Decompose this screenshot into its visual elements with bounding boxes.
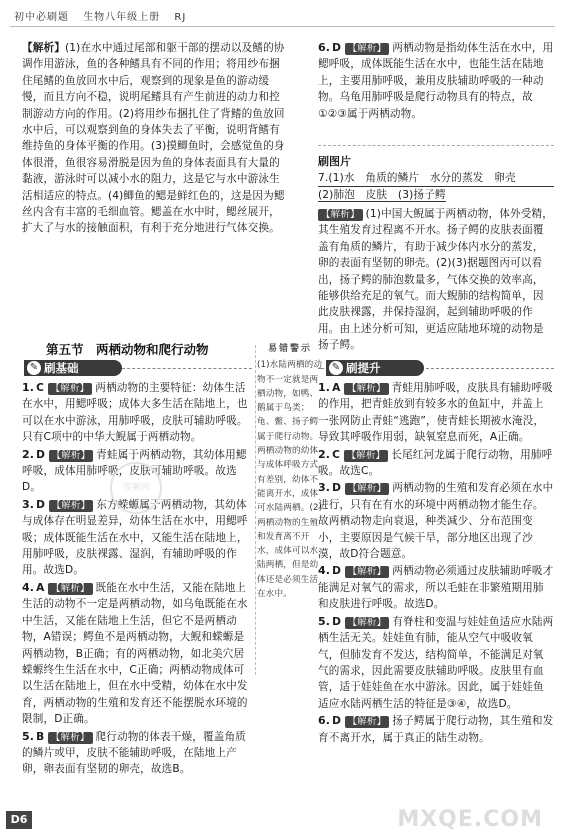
header-rule bbox=[10, 26, 555, 27]
question-item: 5. D 【解析】 有脊柱和变温与娃娃鱼适应水陆两栖生活无关。娃娃鱼有肺，能从空气中吸收氧气，但肺发育不发达，结构简单，不能满足对氧气的需求，因此需要皮肤辅助呼吸。皮肤里有血管，适于娃娃鱼在水中游泳。因此，属于娃娃鱼适应水陆两栖生活的特征是③④，故选D。 bbox=[318, 614, 554, 710]
analysis-tag: 【解析】 bbox=[48, 732, 93, 744]
analysis-tag: 【解析】 bbox=[345, 566, 390, 578]
band-basic bbox=[24, 360, 122, 376]
analysis-tag: 【解析】 bbox=[48, 583, 93, 595]
analysis-tag: 【解析】 bbox=[345, 617, 390, 629]
page-header bbox=[14, 8, 196, 23]
question-item: 3. D 【解析】 两栖动物的生殖和发育必须在水中进行，只有在有水的环境中两栖动物才能生存。故两栖动物走向衰退，种类减少、分布范围变小，主要原因是气候干旱，部分地区出现了沙漠，故D符合题意。 bbox=[318, 481, 554, 561]
margin-note-title: 易错警示 bbox=[267, 344, 312, 354]
analysis-tag: 【解析】 bbox=[345, 43, 390, 55]
question-item: 2. C 【解析】 长尾红河龙属于爬行动物，用肺呼吸。故选C。 bbox=[318, 447, 553, 478]
analysis-tag: 【解析】 bbox=[49, 500, 94, 512]
question-item: 4. D 【解析】 两栖动物必须通过皮肤辅助呼吸才能满足对氧气的需求，所以毛蛙在非繁殖期用肺和皮肤进行呼吸。故选D。 bbox=[318, 564, 554, 611]
analysis-paragraph bbox=[22, 40, 287, 237]
q7-line-1: 7.(1)水 角质的鳞片 水分的蒸发 卵壳 bbox=[318, 170, 554, 187]
margin-divider bbox=[255, 345, 256, 675]
analysis-tag: 【解析】 bbox=[49, 450, 94, 462]
analysis-tag: 【解析】 bbox=[318, 209, 363, 221]
band-advanced-rule-left bbox=[318, 368, 324, 370]
left-column-top bbox=[22, 40, 287, 335]
question-item: 5. B 【解析】 爬行动物的体表干燥，覆盖角质的鳞片或甲，皮肤不能辅助呼吸，在陆地上产卵，卵表面有坚韧的卵壳，故选B。 bbox=[22, 729, 246, 776]
analysis-label: 【解析】 bbox=[22, 42, 65, 54]
analysis-tag: 【解析】 bbox=[344, 450, 389, 462]
analysis-tag: 【解析】 bbox=[344, 383, 389, 395]
band-advanced-rule bbox=[426, 368, 554, 370]
section-title: 第五节 两栖动物和爬行动物 bbox=[46, 342, 209, 357]
q7-answers bbox=[318, 170, 554, 204]
watermark: MXQE.COM bbox=[397, 807, 543, 832]
analysis-tag: 【解析】 bbox=[345, 483, 390, 495]
subject-title: 生物八年级上册 bbox=[83, 12, 161, 23]
q7-line-2: (2)肺泡 皮肤 (3)扬子鳄 bbox=[318, 189, 446, 202]
pen-icon: ✎ bbox=[329, 361, 343, 375]
q7-analysis: 【解析】 (1)中国大鲵属于两栖动物，体外受精，其生殖发育过程离不开水。扬子鳄的皮肤表面覆盖有角质的鳞片，有助于减少体内水分的蒸发，卵的表面有坚韧的卵壳。(2)(3)据题图丙可以看出，扬子鳄的肺泡数量多，气体交换的效率高，能够供给充足的氧气。而大鲵肺的结构简单，因此皮肤裸露，并保持湿润，起到辅助呼吸的作用。由上述分析可知，更适应陆地环境的动物是扬子鳄。 bbox=[318, 208, 553, 352]
margin-note-text: (1)水陆两栖的动物不一定就是两栖动物，如鸭、鹅属于鸟类；龟、鳖、扬子鳄属于爬行动物。两栖动物的幼体与成体呼吸方式有差别，幼体不能离开水，成体可水陆两栖。(2)两栖动物的生殖和发育离不开水，成体可以水陆两栖，但是幼体还是必须生活在水中。 bbox=[257, 360, 323, 600]
analysis-tag: 【解析】 bbox=[48, 383, 93, 395]
question-item: 6. D 【解析】 两栖动物是指幼体生活在水中，用鳃呼吸，成体既能生活在水中，也能生活在陆地上，主要用肺呼吸，兼用皮肤辅助呼吸的一种动物。乌龟用肺呼吸是爬行动物具有的特点，故①②③属于两栖动物。 bbox=[318, 41, 554, 120]
question-item: 4. A 【解析】 既能在水中生活，又能在陆地上生活的动物不一定是两栖动物，如乌龟既能在水中生活，又能在陆地上生活，但它不是两栖动物，A错误；鳄鱼不是两栖动物，大鲵和蝾螈是两栖动物，B正确；有的两栖动物，如北美穴居蝾螈终生生活在水中，C正确；两栖动物成体可以生活在陆地上，但在水中受精，幼体在水中发育，两栖动物的生殖和发育还不能摆脱水环境的限制，D正确。 bbox=[22, 580, 248, 726]
edition: RJ bbox=[174, 12, 187, 23]
left-column-questions bbox=[22, 380, 254, 810]
band-basic-label: 刷基础 bbox=[44, 361, 79, 375]
right-column-top bbox=[318, 40, 554, 140]
band-advanced bbox=[326, 360, 424, 376]
question-item: 1. C 【解析】 两栖动物的主要特征：幼体生活在水中，用鳃呼吸；成体大多生活在陆地上，也可以在水中游泳，用肺呼吸，皮肤可辅助呼吸。只有C项中的中华大鲵属于两栖动物。 bbox=[22, 381, 248, 444]
band-advanced-label: 刷提升 bbox=[346, 361, 381, 375]
page-number: D6 bbox=[6, 811, 32, 829]
series-title: 初中必刷题 bbox=[14, 12, 69, 23]
analysis-text: (1)在水中通过尾部和躯干部的摆动以及鳍的协调作用游泳，鱼的各种鳍具有不同的作用；将用纱布捆住尾鳍的鱼放回水中后，观察到的现象是鱼的游动缓慢，而且方向不稳，说明尾鳍具有产生前进的动力和控制游动方向的作用。(2)将用纱布捆扎住了背鳍的鱼放回水中后，可以观察到鱼的身体失去了平衡，说明背鳍有维持鱼的身体平衡的作用。(3)摸鲫鱼时，会感觉鱼的身体很滑，鱼很容易滑脱是因为鱼的身体表面具有大量的黏液，游泳时可以减小水的阻力，这是它与水中游泳生活相适应的特点。(4)鲫鱼的鳃是鲜红色的，这是因为鳃丝内含有丰富的毛细血管。鳃盖在水中时，鳃丝展开，扩大了与水的接触面积，有利于充分地进行气体交换。 bbox=[22, 42, 285, 235]
divider bbox=[318, 145, 554, 146]
question-item: 6. D 【解析】 扬子鳄属于爬行动物，其生殖和发育不离开水，属于真正的陆生动物。 bbox=[318, 714, 554, 744]
right-column-questions bbox=[318, 380, 554, 812]
question-item: 1. A 【解析】 青蛙用肺呼吸，皮肤具有辅助呼吸的作用，把青蛙放到有较多水的鱼缸中，并盖上一张网防止青蛙“逃跑”，使青蛙长期被水淹没，导致其呼吸作用弱，缺氧窒息而死，A正确。 bbox=[318, 381, 553, 444]
pen-icon: ✎ bbox=[27, 361, 41, 375]
watermark-stamp: 答案网 bbox=[110, 462, 162, 514]
sub-section-label: 刷图片 bbox=[318, 155, 351, 168]
question-item: 2. D 【解析】 青蛙属于两栖动物，其幼体用鳃呼吸，成体用肺呼吸，皮肤可辅助呼吸。故选D。 bbox=[22, 447, 247, 494]
question-item: 3. D 【解析】 东方蝾螈属于两栖动物，其幼体与成体存在明显差异，幼体生活在水中，用鳃呼吸；成体既能生活在水中，又能生活在陆地上，用肺呼吸，皮肤裸露、湿润，有辅助呼吸的作用。故选D。 bbox=[22, 497, 248, 577]
margin-note bbox=[257, 342, 323, 601]
band-basic-rule bbox=[122, 368, 252, 370]
analysis-tag: 【解析】 bbox=[345, 716, 390, 728]
